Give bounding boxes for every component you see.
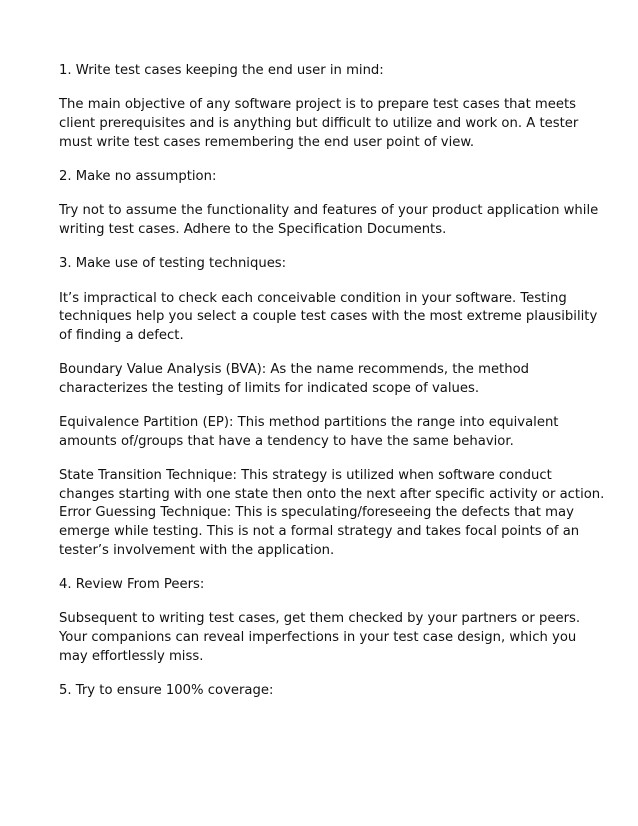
text-line: State Transition Technique: This strategy is utilized when software conduct xyxy=(59,468,552,484)
text-line: amounts of/groups that have a tendency to have the same behavior. xyxy=(59,433,514,449)
text-line: Try not to assume the functionality and features of your product application while xyxy=(59,203,599,219)
text-line: tester’s involvement with the application. xyxy=(59,542,335,558)
text-line: The main objective of any software project is to prepare test cases that meets xyxy=(59,97,577,113)
text-line: 3. Make use of testing techniques: xyxy=(59,256,287,272)
text-line: 5. Try to ensure 100% coverage: xyxy=(59,683,274,699)
paragraph-bva xyxy=(59,361,589,398)
text-line: Subsequent to writing test cases, get them checked by your partners or peers. xyxy=(59,611,581,627)
text-line: emerge while testing. This is not a formal strategy and takes focal points of an xyxy=(59,524,580,540)
text-line: Boundary Value Analysis (BVA): As the name recommends, the method xyxy=(59,362,530,378)
text-line: techniques help you select a couple test cases with the most extreme plausibility xyxy=(59,309,598,325)
section-heading-5 xyxy=(59,682,589,701)
text-line: Equivalence Partition (EP): This method partitions the range into equivalent xyxy=(59,415,559,431)
text-line: 4. Review From Peers: xyxy=(59,577,205,593)
section-heading-3 xyxy=(59,255,589,274)
text-line: Error Guessing Technique: This is speculating/foreseeing the defects that may xyxy=(59,505,574,521)
paragraph-end-user xyxy=(59,96,589,152)
section-heading-2 xyxy=(59,168,589,187)
paragraph-no-assumption xyxy=(59,202,599,239)
document-body xyxy=(59,62,605,701)
text-line: client prerequisites and is anything but difficult to utilize and work on. A tester xyxy=(59,115,579,131)
paragraph-state-transition-error-guessing xyxy=(59,467,605,560)
section-heading-1 xyxy=(59,62,589,81)
paragraph-equivalence-partition xyxy=(59,414,589,451)
section-heading-4 xyxy=(59,576,589,595)
text-line: 1. Write test cases keeping the end user in mind: xyxy=(59,63,384,78)
text-line: 2. Make no assumption: xyxy=(59,168,217,184)
text-line: must write test cases remembering the end user point of view. xyxy=(59,134,475,150)
paragraph-peer-review xyxy=(59,610,589,666)
text-line: It’s impractical to check each conceivable condition in your software. Testing xyxy=(59,290,567,306)
text-line: Your companions can reveal imperfections in your test case design, which you xyxy=(59,630,577,646)
text-line: changes starting with one state then onto the next after specific activity or action. xyxy=(59,486,605,502)
text-line: of finding a defect. xyxy=(59,327,184,343)
text-line: may effortlessly miss. xyxy=(59,648,204,664)
text-line: writing test cases. Adhere to the Specification Documents. xyxy=(59,221,447,237)
text-line: characterizes the testing of limits for indicated scope of values. xyxy=(59,380,480,396)
paragraph-testing-techniques xyxy=(59,290,598,346)
